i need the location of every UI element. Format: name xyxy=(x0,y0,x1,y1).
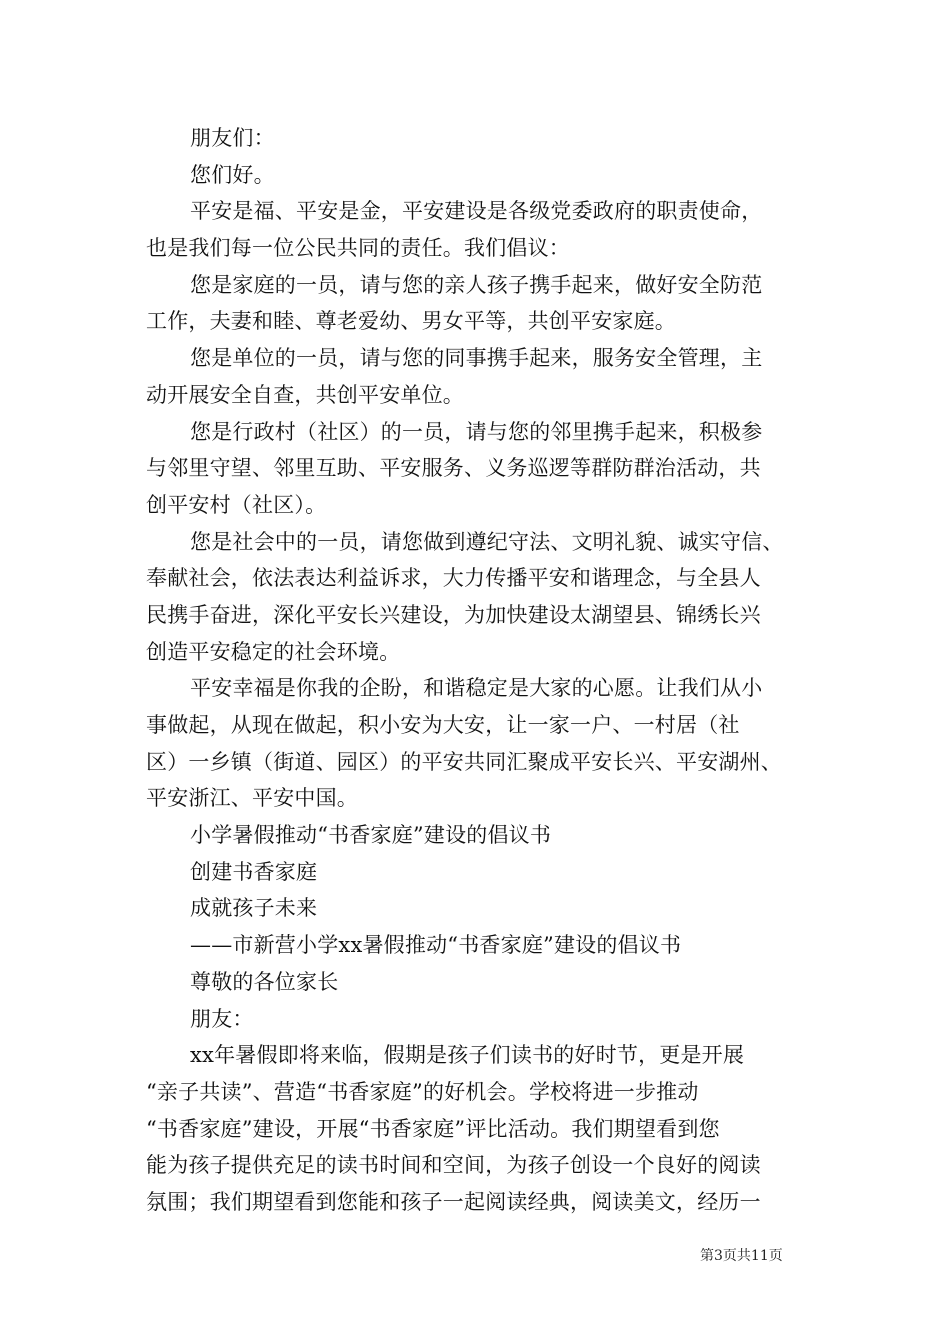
text-line: 事做起，从现在做起，积小安为大安，让一家一户、一村居（社 xyxy=(146,713,740,737)
text-line: 创造平安稳定的社会环境。 xyxy=(146,639,401,664)
heading-line: ——市新营小学xx暑假推动“书香家庭”建设的倡议书 xyxy=(190,933,682,958)
heading-line: 小学暑假推动“书香家庭”建设的倡议书 xyxy=(190,823,552,848)
salutation-line: 尊敬的各位家长 xyxy=(190,969,339,994)
heading-line: 成就孩子未来 xyxy=(190,896,318,921)
document-body xyxy=(146,120,810,1221)
text-line: 奉献社会，依法表达利益诉求，大力传播平安和谐理念，与全县人 xyxy=(146,566,761,591)
page-number: 第3页共11页 xyxy=(700,1248,783,1264)
text-line: 您是行政村（社区）的一员，请与您的邻里携手起来，积极参 xyxy=(190,419,763,444)
text-line: 氛围；我们期望看到您能和孩子一起阅读经典，阅读美文，经历一 xyxy=(146,1189,761,1214)
text-line: 能为孩子提供充足的读书时间和空间，为孩子创设一个良好的阅读 xyxy=(146,1153,761,1178)
text-line: 平安是福、平安是金，平安建设是各级党委政府的职责使命， xyxy=(190,199,763,224)
text-line: 动开展安全自查，共创平安单位。 xyxy=(146,382,464,407)
salutation-line: 朋友： xyxy=(190,1006,254,1031)
text-line: “亲子共读”、营造“书香家庭”的好机会。学校将进一步推动 xyxy=(146,1079,699,1104)
text-line: 创平安村（社区）。 xyxy=(146,492,327,517)
text-line: 也是我们每一位公民共同的责任。我们倡议： xyxy=(146,236,570,261)
heading-line: 创建书香家庭 xyxy=(190,859,318,884)
text-line: 您们好。 xyxy=(190,162,275,187)
text-line: 平安浙江、平安中国。 xyxy=(146,786,358,811)
text-line: 工作，夫妻和睦、尊老爱幼、男女平等，共创平安家庭。 xyxy=(146,309,676,334)
text-line: 区）一乡镇（街道、园区）的平安共同汇聚成平安长兴、平安湖州、 xyxy=(146,749,782,774)
text-line: 朋友们： xyxy=(190,126,275,150)
text-line: 您是社会中的一员，请您做到遵纪守法、文明礼貌、诚实守信、 xyxy=(190,529,784,554)
text-line: xx年暑假即将来临，假期是孩子们读书的好时节，更是开展 xyxy=(190,1043,745,1068)
text-line: “书香家庭”建设，开展“书香家庭”评比活动。我们期望看到您 xyxy=(146,1116,720,1141)
text-line: 您是单位的一员，请与您的同事携手起来，服务安全管理，主 xyxy=(190,346,763,371)
text-line: 您是家庭的一员，请与您的亲人孩子携手起来，做好安全防范 xyxy=(190,272,763,297)
text-line: 平安幸福是你我的企盼，和谐稳定是大家的心愿。让我们从小 xyxy=(190,676,763,701)
text-line: 民携手奋进，深化平安长兴建设，为加快建设太湖望县、锦绣长兴 xyxy=(146,602,761,627)
text-line: 与邻里守望、邻里互助、平安服务、义务巡逻等群防群治活动，共 xyxy=(146,456,761,481)
